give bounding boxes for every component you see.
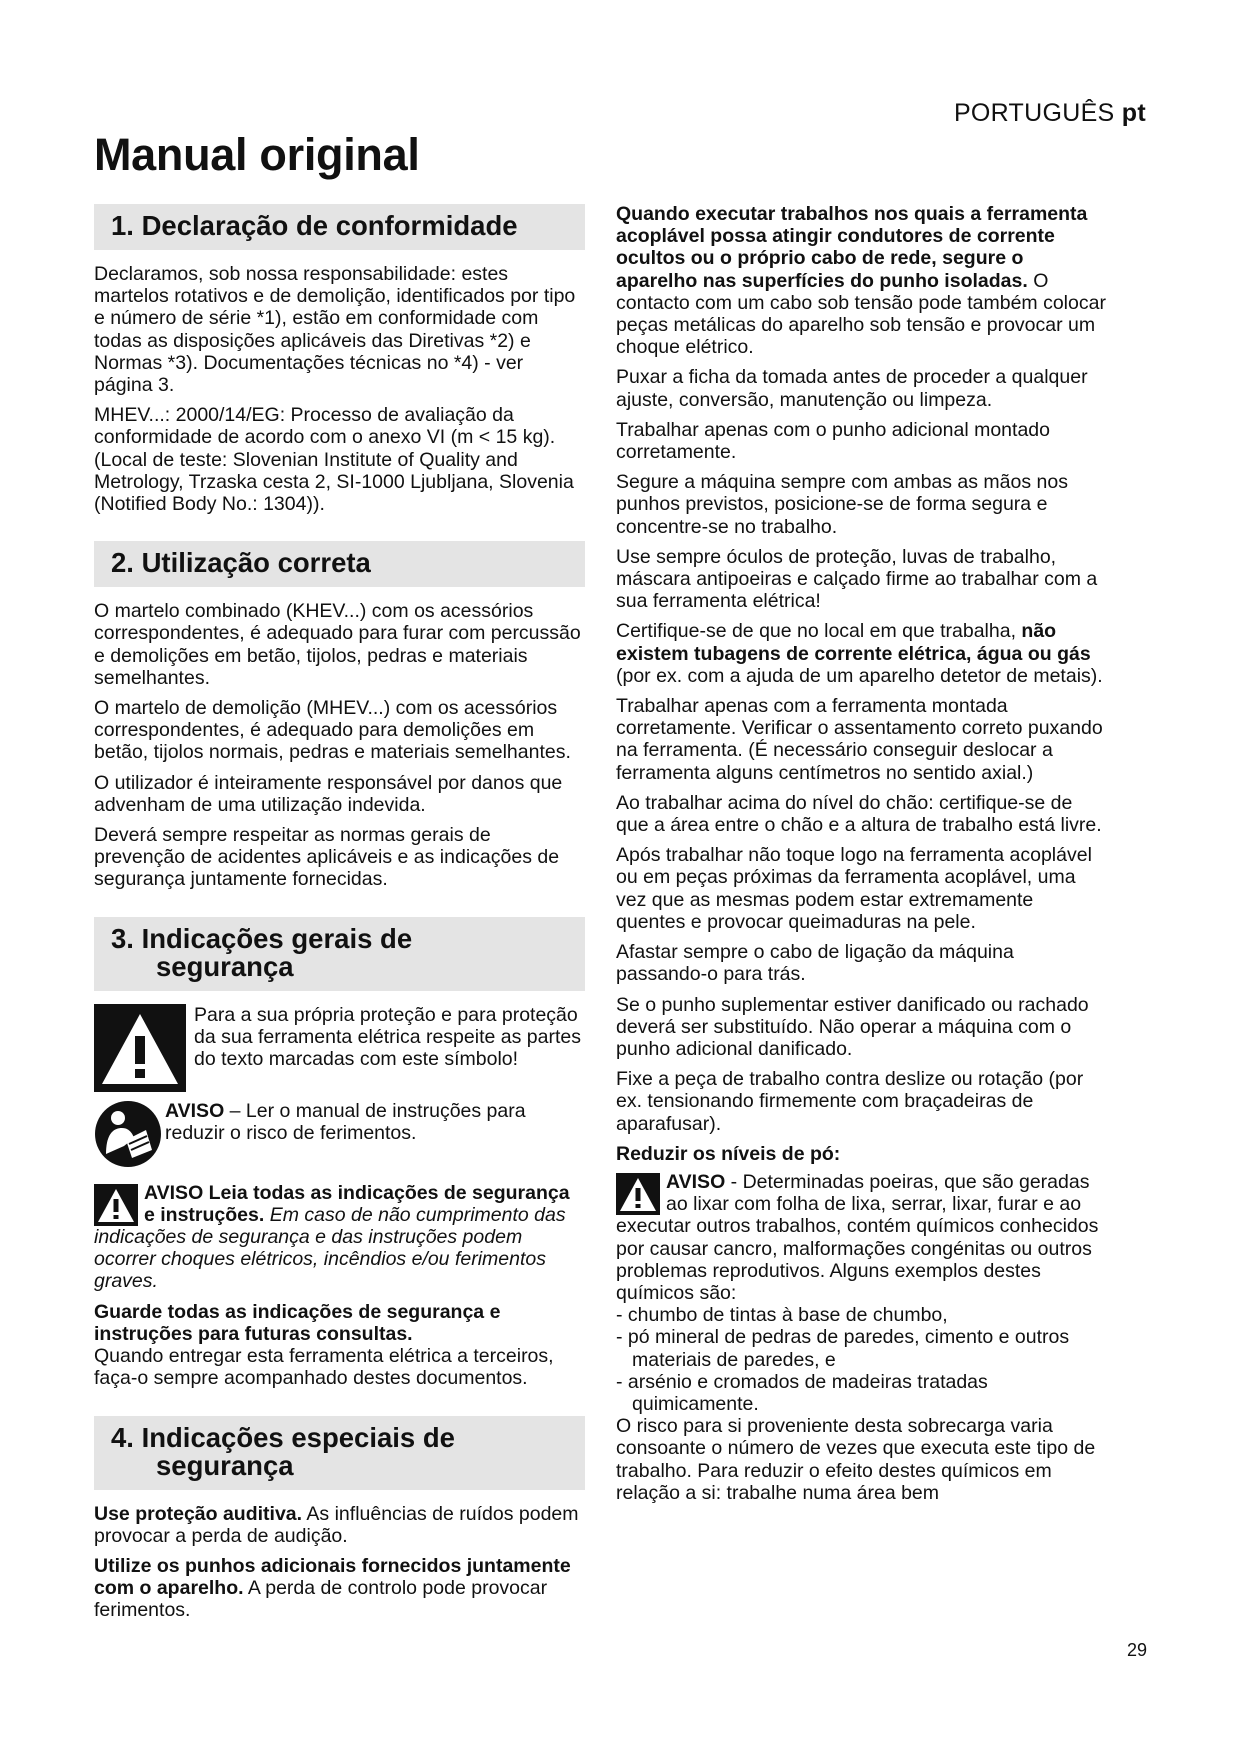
section-3-heading-line2: segurança (156, 950, 294, 982)
clamp-workpiece-instruction: Fixe a peça de trabalho contra deslize ou rotação (por ex. tensionando firmemente com braçadeiras de aparafusar). (616, 1068, 1084, 1135)
read-manual-warning (94, 1100, 585, 1168)
section-3-heading-line1: 3. Indicações gerais de (111, 922, 413, 954)
page-title: Manual original (94, 129, 420, 180)
general-warning (94, 1182, 585, 1293)
dust-aviso-label: AVISO (666, 1170, 726, 1193)
keep-instructions (94, 1301, 585, 1390)
unplug-instruction: Puxar a ficha da tomada antes de proceder a qualquer ajuste, conversão, manutenção ou limpeza. (616, 366, 1088, 411)
warning-triangle-small-icon (616, 1173, 660, 1215)
language-name: PORTUGUÊS (953, 99, 1115, 127)
right-column (616, 203, 1107, 1512)
symbol-explanation-text: Para a sua própria proteção e para proteção da sua ferramenta elétrica respeite as partes do texto marcadas com este símbolo! (194, 1003, 581, 1071)
tool-mounted-instruction: Trabalhar apenas com a ferramenta montada corretamente. Verificar o assentamento correto puxando na ferramenta. (É necessário conseguir deslocar a ferramenta alguns centímetros no sentido axial.) (616, 695, 1103, 784)
section-4-heading-line2: segurança (156, 1449, 294, 1481)
warning-triangle-icon (94, 1004, 186, 1092)
read-manual-text: AVISO – Ler o manual de instruções para reduzir o risco de ferimentos. (165, 1099, 526, 1144)
list-item: - pó mineral de pedras de paredes, cimento e outros materiais de paredes, e (616, 1326, 1070, 1371)
s1-paragraph-2: MHEV...: 2000/14/EG: Processo de avaliação da conformidade de acordo com o anexo VI (m < 15 kg). (Local de teste: Slovenian Institute of Quality and Metrology, Trzaska cesta 2, SI-1000 Ljubljana, Slovenia (Notified Body No.: 1304)). (94, 404, 574, 516)
language-header (954, 99, 1146, 128)
hidden-lines-check: Certifique-se de que no local em que trabalha, não existem tubagens de corrente elétrica, água ou gás (por ex. com a ajuda de um aparelho detetor de metais). (616, 620, 1103, 687)
warning-triangle-small-icon (94, 1184, 138, 1226)
symbol-explanation (94, 1004, 585, 1092)
section-3-heading (94, 917, 585, 991)
s2-paragraph-4: Deverá sempre respeitar as normas gerais de prevenção de acidentes aplicáveis e as indicações de segurança juntamente fornecidas. (94, 824, 560, 891)
section-2-heading: 2. Utilização correta (94, 541, 585, 587)
hot-tool-warning: Após trabalhar não toque logo na ferramenta acoplável ou em peças próximas da ferramenta acoplável, uma vez que as mesmas podem estar extremamente quentes e provocar queimaduras na pele. (616, 844, 1092, 933)
section-4-heading-line1: 4. Indicações especiais de (111, 1421, 455, 1453)
keep-instructions-text: Quando entregar esta ferramenta elétrica a terceiros, faça-o sempre acompanhado destes documentos. (94, 1345, 554, 1390)
handle-mounted-instruction: Trabalhar apenas com o punho adicional montado corretamente. (616, 418, 1050, 464)
dust-chemicals-list (616, 1304, 1107, 1415)
protective-gear-instruction: Use sempre óculos de proteção, luvas de trabalho, máscara antipoeiras e calçado firme ao trabalhar com a sua ferramenta elétrica! (616, 545, 1098, 613)
s2-paragraph-1: O martelo combinado (KHEV...) com os acessórios correspondentes, é adequado para furar com percussão e demolições em betão, tijolos, pedras e materiais semelhantes. (94, 600, 581, 689)
general-warning-bold: AVISO Leia todas as indicações de segurança e instruções. (144, 1181, 570, 1226)
hidden-cable-warning: Quando executar trabalhos nos quais a ferramenta acoplável possa atingir condutores de corrente ocultos ou o próprio cabo de rede, segure o aparelho nas superfícies do punho isoladas. O contacto com um cabo sob tensão pode também colocar peças metálicas do aparelho sob tensão e provocar um choque elétrico. (616, 203, 1106, 359)
general-warning-italic: Em caso de não cumprimento das indicações de segurança e das instruções podem ocorrer choques elétricos, incêndios e/ou ferimentos graves. (94, 1203, 566, 1293)
dust-warning (616, 1171, 1107, 1304)
both-hands-instruction: Segure a máquina sempre com ambas as mãos nos punhos previstos, posicione-se de forma segura e concentre-se no trabalho. (616, 471, 1068, 538)
s1-paragraph-1: Declaramos, sob nossa responsabilidade: estes martelos rotativos e de demolição, identificados por tipo e número de série *1), estão em conformidade com todas as disposições aplicáveis das Diretivas *2) e Normas *3). Documentações técnicas no *4) - ver página 3. (94, 263, 576, 397)
cable-back-instruction: Afastar sempre o cabo de ligação da máquina passando-o para trás. (616, 941, 1014, 986)
list-item: - chumbo de tintas à base de chumbo, (616, 1304, 948, 1327)
above-floor-instruction: Ao trabalhar acima do nível do chão: certifique-se de que a área entre o chão e a altura de trabalho está livre. (616, 791, 1102, 837)
s2-paragraph-3: O utilizador é inteiramente responsável por danos que advenham de uma utilização indevida. (94, 771, 563, 816)
section-1-heading: 1. Declaração de conformidade (94, 204, 585, 250)
page-number: 29 (1126, 1640, 1147, 1660)
aviso-label: AVISO (165, 1099, 225, 1122)
damaged-handle-instruction: Se o punho suplementar estiver danificado ou rachado deverá ser substituído. Não operar a máquina com o punho adicional danificado. (616, 993, 1089, 1060)
risk-paragraph: O risco para si proveniente desta sobrecarga varia consoante o número de vezes que executa este tipo de trabalho. Para reduzir o efeito destes químicos em relação a si: trabalhe numa área bem (616, 1415, 1096, 1504)
s2-paragraph-2: O martelo de demolição (MHEV...) com os acessórios correspondentes, é adequado para demolições em betão, tijolos normais, pedras e materiais semelhantes. (94, 697, 571, 764)
dust-subheading: Reduzir os níveis de pó: (616, 1142, 841, 1165)
left-column (94, 204, 585, 1630)
read-manual-icon (94, 1100, 162, 1168)
additional-handles: Utilize os punhos adicionais fornecidos juntamente com o aparelho. A perda de controlo pode provocar ferimentos. (94, 1554, 571, 1622)
language-code: pt (1121, 99, 1146, 127)
hearing-protection: Use proteção auditiva. As influências de ruídos podem provocar a perda de audição. (94, 1502, 579, 1547)
section-4-heading (94, 1416, 585, 1490)
list-item: - arsénio e cromados de madeiras tratadas quimicamente. (616, 1370, 988, 1415)
keep-instructions-bold: Guarde todas as indicações de segurança e instruções para futuras consultas. (94, 1300, 501, 1345)
dust-warning-text: - Determinadas poeiras, que são geradas ao lixar com folha de lixa, serrar, lixar, furar e ao executar outros trabalhos, contém químicos conhecidos por causar cancro, malformações congénitas ou outros problemas reprodutivos. Alguns exemplos destes químicos são: (616, 1170, 1099, 1304)
